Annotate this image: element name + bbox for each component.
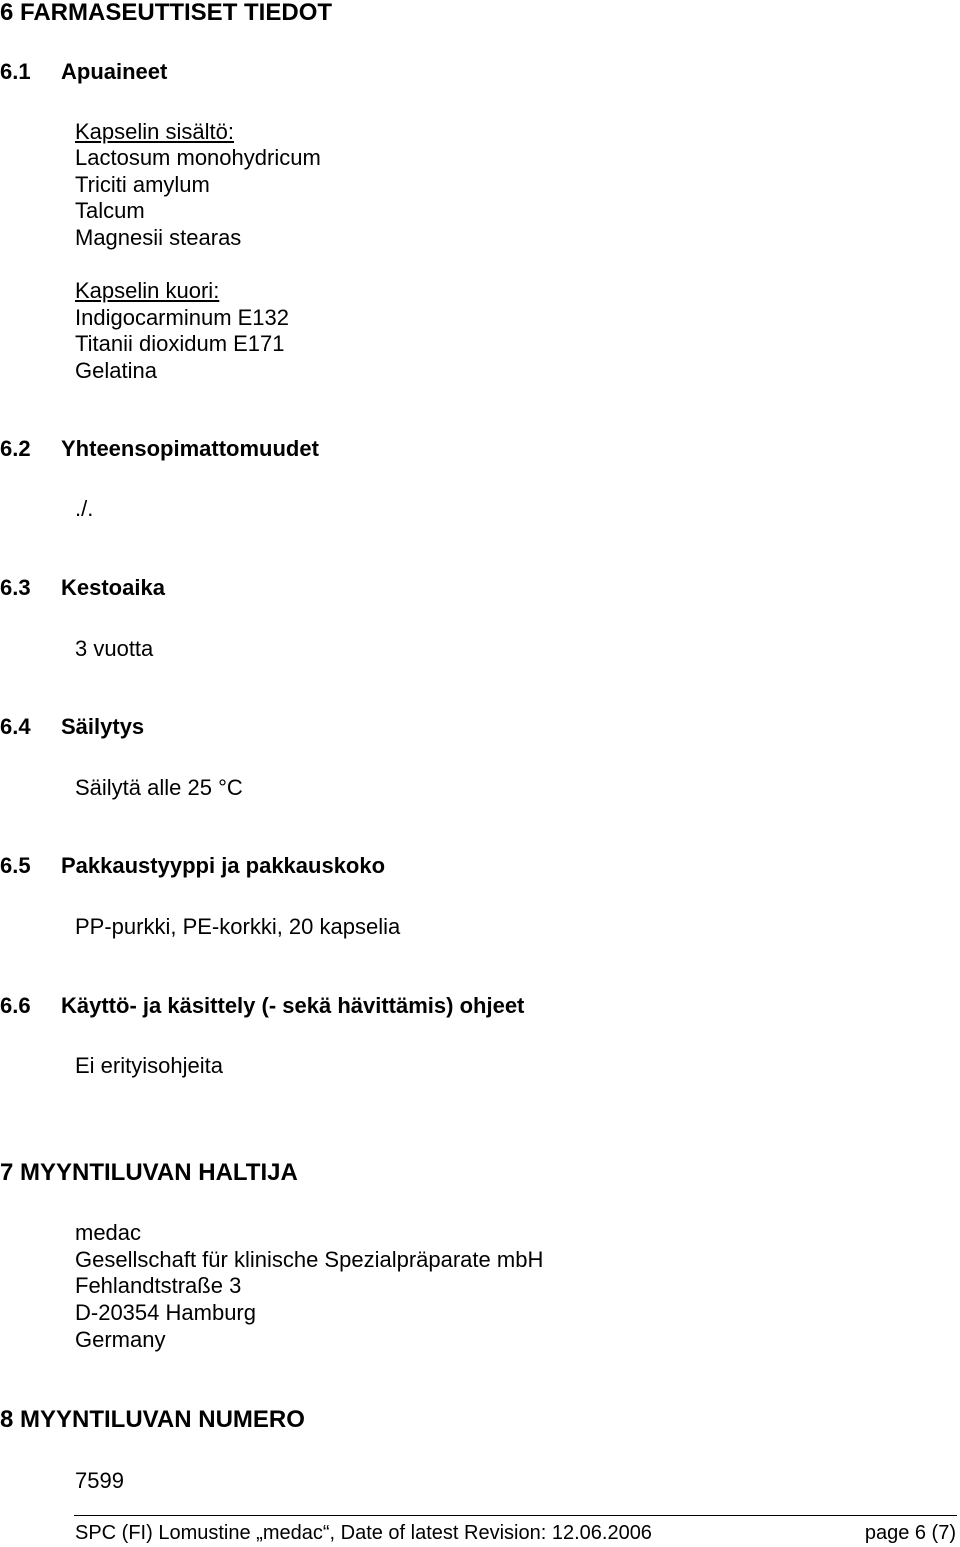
excipient-item: Gelatina: [75, 358, 157, 383]
excipient-item: Indigocarminum E132: [75, 305, 290, 330]
section-6-5-heading: Pakkaustyyppi ja pakkauskoko: [61, 853, 386, 878]
capsule-contents-label: Kapselin sisältö:: [75, 119, 234, 144]
section-6-title: 6 FARMASEUTTISET TIEDOT: [0, 0, 333, 26]
capsule-shell-label: Kapselin kuori:: [75, 278, 220, 303]
section-6-1-number: 6.1: [0, 59, 31, 84]
section-6-2-heading: Yhteensopimattomuudet: [61, 436, 319, 461]
section-6-3-number: 6.3: [0, 575, 31, 600]
section-6-4-text: Säilytä alle 25 °C: [75, 775, 243, 800]
holder-line: medac: [75, 1220, 142, 1245]
section-6-5-text: PP-purkki, PE-korkki, 20 kapselia: [75, 914, 401, 939]
section-6-6-number: 6.6: [0, 993, 31, 1018]
section-6-2-text: ./.: [75, 496, 94, 521]
holder-line: Germany: [75, 1327, 166, 1352]
section-6-6-heading: Käyttö- ja käsittely (- sekä hävittämis) ohjeet: [61, 993, 525, 1018]
section-6-4-number: 6.4: [0, 714, 31, 739]
section-6-1-heading: Apuaineet: [61, 59, 168, 84]
authorisation-number: 7599: [75, 1468, 124, 1493]
holder-line: D-20354 Hamburg: [75, 1300, 256, 1325]
section-8-title: 8 MYYNTILUVAN NUMERO: [0, 1406, 305, 1433]
footer-divider: [74, 1515, 957, 1516]
section-6-5-number: 6.5: [0, 853, 31, 878]
section-6-6-text: Ei erityisohjeita: [75, 1053, 223, 1078]
excipient-item: Triciti amylum: [75, 172, 210, 197]
footer-page-number: page 6 (7): [864, 1522, 956, 1544]
footer-left: SPC (FI) Lomustine „medac“, Date of latest Revision: 12.06.2006: [75, 1522, 652, 1544]
section-6-3-heading: Kestoaika: [61, 575, 165, 600]
section-6-4-heading: Säilytys: [61, 714, 145, 739]
excipient-item: Lactosum monohydricum: [75, 145, 321, 170]
section-6-3-text: 3 vuotta: [75, 636, 154, 661]
section-7-title: 7 MYYNTILUVAN HALTIJA: [0, 1159, 298, 1186]
holder-line: Gesellschaft für klinische Spezialpräparate mbH: [75, 1247, 544, 1272]
excipient-item: Magnesii stearas: [75, 225, 242, 250]
excipient-item: Titanii dioxidum E171: [75, 331, 285, 356]
excipient-item: Talcum: [75, 198, 145, 223]
holder-line: Fehlandtstraße 3: [75, 1273, 242, 1298]
section-6-2-number: 6.2: [0, 436, 31, 461]
